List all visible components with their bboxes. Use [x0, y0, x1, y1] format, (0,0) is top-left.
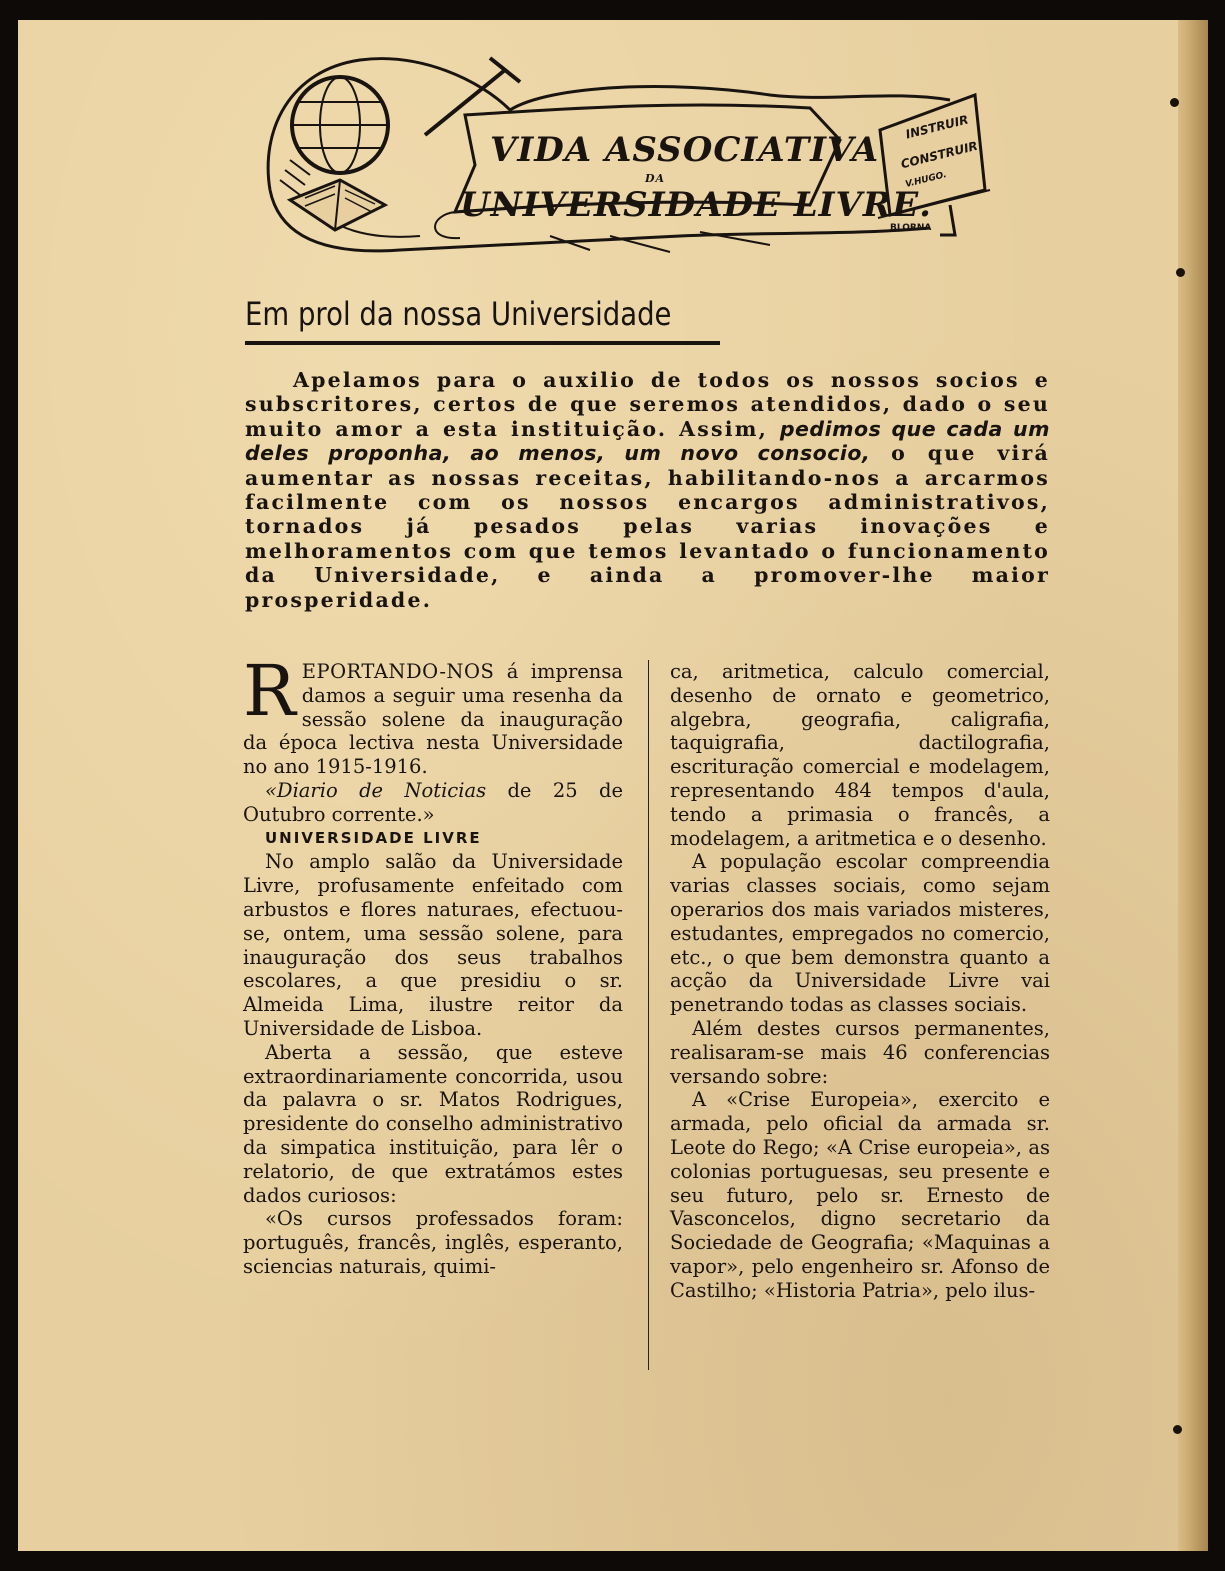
paragraph: ca, aritmetica, calculo comercial, desenho de ornato e geometrico, algebra, geografia, caligrafia, taquigrafia, dactilografia, escrituração comercial e modelagem, representando 484 tempos d'aula, tendo a primasia o francês, a modelagem, a aritmetica e o desenho.: [670, 660, 1050, 850]
paragraph: Aberta a sessão, que esteve extraordinariamente concorrida, usou da palavra o sr. Matos Rodrigues, presidente do conselho administrativo da simpatica instituição, para lêr o relatorio, de que extratámos estes dados curiosos:: [243, 1040, 623, 1207]
binding-hole: [1173, 1425, 1182, 1434]
section-heading: UNIVERSIDADE LIVRE: [265, 828, 482, 847]
paragraph: No amplo salão da Universidade Livre, profusamente enfeitado com arbustos e flores naturaes, efectuou-se, ontem, uma sessão solene, para inauguração dos seus trabalhos escolares, a que presidiu o sr. Almeida Lima, ilustre reitor da Universidade de Lisboa.: [243, 850, 623, 1040]
intro-paragraph: [245, 368, 1050, 612]
column-divider: [648, 660, 649, 1370]
paragraph: A «Crise Europeia», exercito e armada, pelo oficial da armada sr. Leote do Rego; «A Crise europeia», as colonias portuguesas, seu presente e seu futuro, pelo sr. Ernesto de Vasconcelos, digno secretario da Sociedade de Geografia; «Maquinas a vapor», pelo engenheiro sr. Afonso de Castilho; «Historia Patria», pelo ilus-: [670, 1088, 1050, 1302]
binding-hole: [1170, 98, 1179, 107]
next-page-edge: [1178, 20, 1208, 1551]
source-date: de 25 de Outubro corrente.»: [243, 778, 623, 826]
banner-title-line2: UNIVERSIDADE LIVRE.: [460, 185, 932, 225]
sign-line1: INSTRUIR: [904, 112, 970, 142]
paragraph: A população escolar compreendia varias classes sociais, como sejam operarios dos mais variados misteres, estudantes, empregados no comercio, etc., o que bem demonstra quanto a acção da Universidade Livre vai penetrando todas as classes sociais.: [670, 850, 1050, 1017]
intro-part1: Apelamos para o auxilio de todos os nossos socios e subscritores, certos de que seremos atendidos, dado o seu muito amor a esta instituição. Assim,: [245, 368, 1050, 441]
intro-part2: o que virá aumentar as nossas receitas, habilitando-nos a arcarmos facilmente com os nossos encargos administrativos, tornados já pesados pelas varias inovações e melhoramentos com que temos levantado o funcionamento da Universidade, e ainda a promover-lhe maior prosperidade.: [245, 441, 1050, 612]
lead-smallcaps: EPORTANDO-NOS: [301, 660, 495, 683]
lead-paragraph: [243, 650, 623, 779]
sign-line3: V.HUGO.: [904, 170, 948, 190]
sign-line2: CONSTRUIR: [899, 138, 980, 172]
header-banner: [250, 40, 1010, 275]
title-underline: [245, 341, 720, 345]
paragraph: Além destes cursos permanentes, realisaram-se mais 46 conferencias versando sobre:: [670, 1016, 1050, 1088]
left-column: [243, 650, 623, 1279]
drop-cap: R: [243, 650, 296, 732]
source-line: [243, 779, 623, 827]
artist-signature: BLORNA: [890, 223, 932, 233]
right-column: [670, 660, 1050, 1303]
binding-hole: [1176, 268, 1185, 277]
banner-title-line1: VIDA ASSOCIATIVA: [490, 130, 880, 170]
lead-text: á imprensa damos a seguir uma resenha da sessão solene da inauguração da época lectiva nesta Universidade no ano 1915-1916.: [243, 660, 623, 779]
article-title: Em prol da nossa Universidade: [245, 295, 672, 333]
source-newspaper: «Diario de Noticias: [265, 778, 487, 802]
banner-title-connector: DA: [645, 172, 666, 185]
intro-emphasis: pedimos que cada um deles proponha, ao menos, um novo consocio,: [245, 416, 1050, 466]
paragraph: «Os cursos professados foram: português, francês, inglês, esperanto, sciencias naturais, quimi-: [243, 1207, 623, 1278]
